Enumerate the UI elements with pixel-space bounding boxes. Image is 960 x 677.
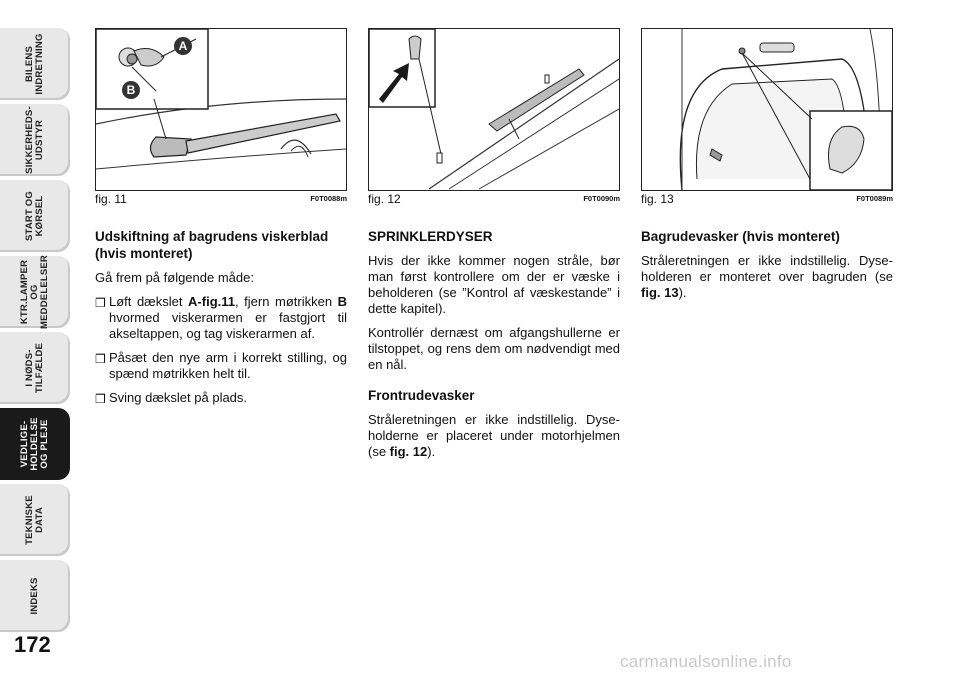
list-item: ❒ Påsæt den nye arm i korrekt stilling, og spænd møtrikken helt til. (95, 350, 347, 381)
tab-label: KTR.LAMPER OG MEDDELELSER (19, 255, 50, 329)
paragraph: Stråleretningen er ikke indstillelig. Dyse-holderen er monteret over bagruden (se fig. 13). (641, 253, 893, 300)
figure-reference: fig. 12 (389, 444, 428, 459)
page-number: 172 (14, 632, 51, 657)
tab-vedligeholdelse[interactable] (0, 408, 70, 480)
figure-11-caption (95, 192, 347, 206)
tab-label: TEKNISKE DATA (24, 495, 45, 545)
figure-12-illustration (368, 28, 620, 191)
paragraph: Kontrollér dernæst om afgangshullerne er tilstoppet, og rens dem om nødvendigt med en nål. (368, 325, 620, 372)
tab-indeks[interactable] (0, 560, 70, 632)
figure-11-code: F0T0088m (310, 194, 347, 203)
figure-reference: fig. 13 (641, 285, 679, 300)
section-heading: Frontrudevasker (368, 388, 475, 403)
part-reference: B (337, 294, 348, 309)
figure-11-label: fig. 11 (95, 192, 127, 206)
tab-i-nodstilfaelde[interactable] (0, 332, 70, 404)
figure-11-illustration (95, 28, 347, 191)
tab-tekniske-data[interactable] (0, 484, 70, 556)
callout-b: B (122, 81, 140, 99)
section-heading: SPRINKLERDYSER (368, 229, 493, 244)
figure-12-code: F0T0090m (583, 194, 620, 203)
tab-label: SIKKERHEDS- UDSTYR (24, 106, 45, 174)
steps-list (95, 294, 347, 406)
figure-12-caption (368, 192, 620, 206)
tab-label: BILENS INDRETNING (24, 33, 45, 95)
paragraph: Stråleretningen er ikke indstillelig. Dyse-holderne er placeret under motorhjelmen (se fig. 12). (368, 412, 620, 459)
figure-13-caption (641, 192, 893, 206)
figure-reference: A-fig.11 (188, 294, 235, 309)
tab-sikkerhedsudstyr[interactable] (0, 104, 70, 176)
column-rear-wiper (95, 228, 347, 414)
figure-13-label: fig. 13 (641, 192, 674, 206)
figure-12-label: fig. 12 (368, 192, 401, 206)
figure-13-illustration (641, 28, 893, 191)
tab-kontrollamper[interactable] (0, 256, 70, 328)
section-heading: Udskiftning af bagrudens viskerblad (hvis monteret) (95, 229, 329, 261)
tab-bilens-indretning[interactable] (0, 28, 70, 100)
intro-text: Gå frem på følgende måde: (95, 270, 254, 285)
column-rear-washer (641, 228, 893, 309)
checkbox-bullet-icon: ❒ (95, 296, 106, 310)
list-item: ❒ Sving dækslet på plads. (95, 390, 248, 406)
tab-label: INDEKS (29, 577, 40, 615)
checkbox-bullet-icon: ❒ (95, 352, 106, 366)
watermark: carmanualsonline.info (620, 652, 792, 671)
list-item: ❒ Løft dækslet A-fig.11, fjern møtrikken B hvormed viskerarmen er fastgjort til akseltappen, og tag viskerarmen af. (95, 294, 348, 341)
column-sprinkler-nozzles (368, 228, 620, 468)
section-heading: Bagrudevasker (hvis monteret) (641, 229, 840, 244)
paragraph: Hvis der ikke kommer nogen stråle, bør man først kontrollere om der er væske i beholderen (se ”Kontrol af væskestande” i dette kapitel). (368, 253, 620, 316)
tab-label: START OG KØRSEL (24, 191, 45, 241)
tab-label: I NØDS- TILFÆLDE (24, 342, 45, 394)
checkbox-bullet-icon: ❒ (95, 392, 106, 406)
tab-label: VEDLIGE- HOLDELSE OG PLEJE (19, 417, 50, 471)
callout-a: A (174, 37, 192, 55)
tab-start-og-korsel[interactable] (0, 180, 70, 252)
figure-13-code: F0T0089m (856, 194, 893, 203)
